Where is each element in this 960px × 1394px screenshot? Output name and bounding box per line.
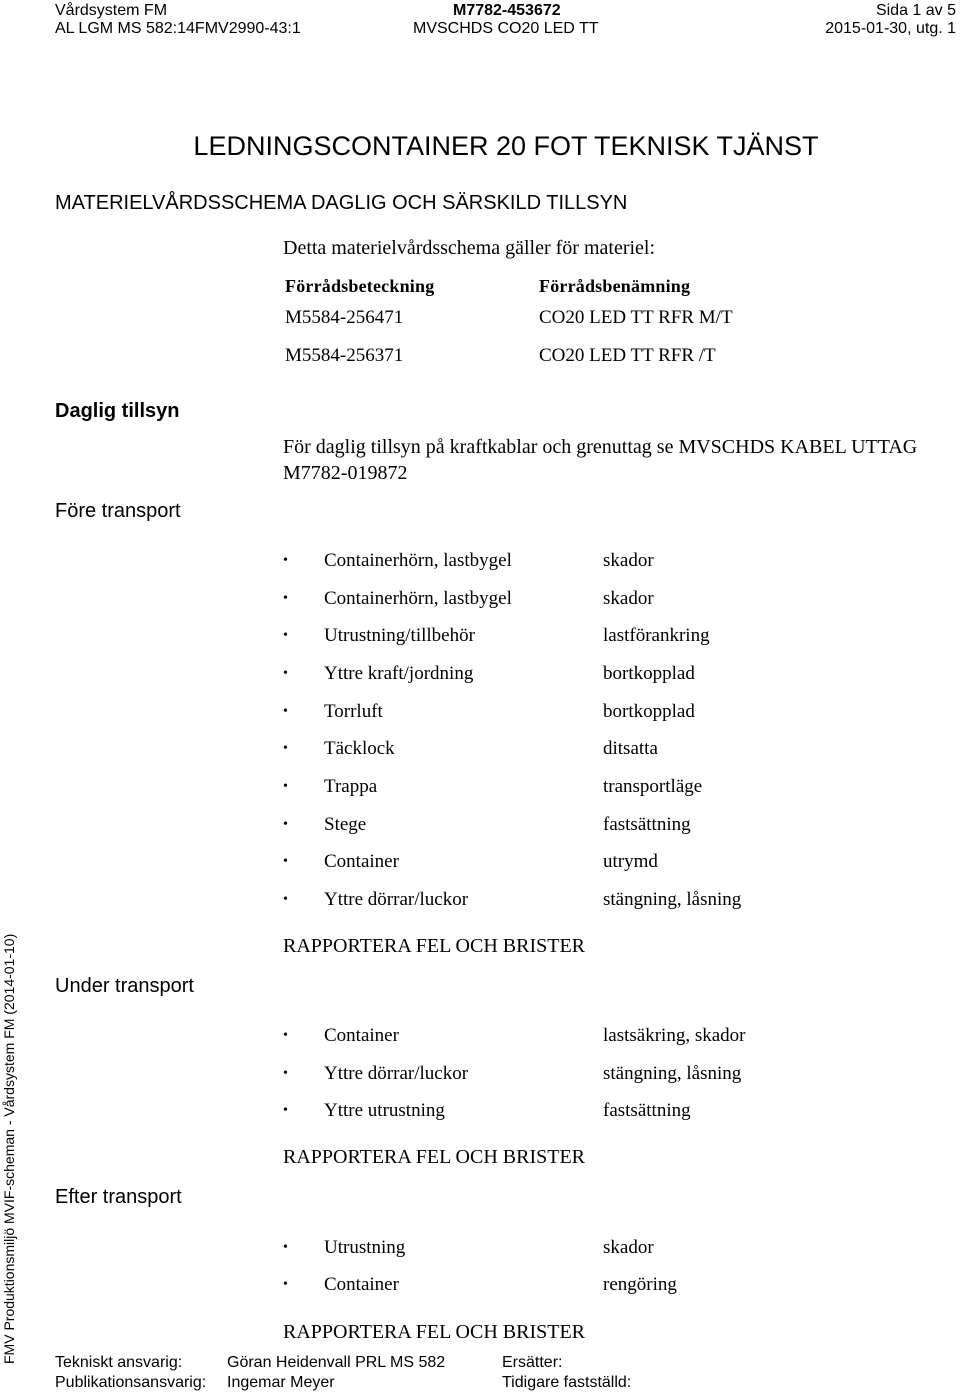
item-status: skador <box>603 550 654 571</box>
item-name: Yttre dörrar/luckor <box>324 889 469 910</box>
item-status: rengöring <box>603 1274 677 1295</box>
list-item <box>283 1236 923 1260</box>
list-item <box>283 587 923 611</box>
list-item <box>283 624 923 648</box>
header-date: 2015-01-30, utg. 1 <box>825 20 956 37</box>
bullet-icon: • <box>283 779 288 794</box>
report-instruction: RAPPORTERA FEL OCH BRISTER <box>283 1321 586 1343</box>
item-status: ditsatta <box>603 738 658 759</box>
bullet-icon: • <box>283 1028 288 1043</box>
daglig-note-line1: För daglig tillsyn på kraftkablar och grenuttag se MVSCHDS KABEL UTTAG <box>283 436 918 458</box>
item-name: Container <box>324 1274 399 1295</box>
bullet-icon: • <box>283 666 288 681</box>
bullet-icon: • <box>283 892 288 907</box>
list-item <box>283 1024 923 1048</box>
applies-text: Detta materielvårdsschema gäller för materiel: <box>283 237 656 259</box>
item-name: Täcklock <box>324 738 395 759</box>
document-title: LEDNINGSCONTAINER 20 FOT TEKNISK TJÄNST <box>193 131 819 161</box>
list-item <box>283 1062 923 1086</box>
list-item <box>283 1273 923 1297</box>
list-item <box>283 549 923 573</box>
footer-replaces-label: Ersätter: <box>502 1354 563 1371</box>
item-name: Containerhörn, lastbygel <box>324 588 512 609</box>
item-status: transportläge <box>603 776 703 797</box>
item-name: Yttre kraft/jordning <box>324 663 474 684</box>
footer-tech-value: Göran Heidenvall PRL MS 582 <box>227 1354 446 1371</box>
item-status: bortkopplad <box>603 701 695 722</box>
item-status: skador <box>603 588 654 609</box>
bullet-icon: • <box>283 1066 288 1081</box>
item-name: Utrustning <box>324 1237 406 1258</box>
item-name: Utrustning/tillbehör <box>324 625 475 646</box>
list-item <box>283 700 923 724</box>
item-status: skador <box>603 1237 654 1258</box>
item-name: Yttre dörrar/luckor <box>324 1063 469 1084</box>
bullet-icon: • <box>283 704 288 719</box>
bullet-icon: • <box>283 1240 288 1255</box>
item-status: stängning, låsning <box>603 889 742 910</box>
col-header-code: Förrådsbeteckning <box>285 276 435 296</box>
item-status: stängning, låsning <box>603 1063 742 1084</box>
bullet-icon: • <box>283 1103 288 1118</box>
bullet-icon: • <box>283 741 288 756</box>
header-reference: AL LGM MS 582:14FMV2990-43:1 <box>55 20 301 37</box>
footer-pub-value: Ingemar Meyer <box>227 1374 335 1391</box>
materiel-name: CO20 LED TT RFR /T <box>539 345 716 366</box>
item-name: Torrluft <box>324 701 383 722</box>
item-status: lastförankring <box>603 625 710 646</box>
item-status: fastsättning <box>603 1100 691 1121</box>
bullet-icon: • <box>283 854 288 869</box>
daglig-note-line2: M7782-019872 <box>283 462 408 484</box>
item-name: Container <box>324 851 399 872</box>
bullet-icon: • <box>283 591 288 606</box>
list-item <box>283 813 923 837</box>
item-status: fastsättning <box>603 814 691 835</box>
side-production-text: FMV Produktionsmiljö MVIF-scheman - Vårdsystem FM (2014-01-10) <box>1 933 17 1364</box>
header-doc-number: M7782-453672 <box>453 2 561 19</box>
list-item <box>283 888 923 912</box>
item-status: lastsäkring, skador <box>603 1025 746 1046</box>
report-instruction: RAPPORTERA FEL OCH BRISTER <box>283 1146 586 1168</box>
footer-tech-label: Tekniskt ansvarig: <box>55 1354 183 1371</box>
header-system: Vårdsystem FM <box>55 2 168 19</box>
col-header-name: Förrådsbenämning <box>539 276 691 296</box>
section-label-under: Under transport <box>55 975 194 997</box>
item-status: bortkopplad <box>603 663 695 684</box>
list-item <box>283 850 923 874</box>
header-doc-name: MVSCHDS CO20 LED TT <box>413 20 599 37</box>
section-label-efter: Efter transport <box>55 1186 182 1208</box>
list-item <box>283 662 923 686</box>
bullet-icon: • <box>283 553 288 568</box>
section-heading-daglig: Daglig tillsyn <box>55 400 180 422</box>
list-item <box>283 1099 923 1123</box>
header-page: Sida 1 av 5 <box>875 2 956 19</box>
materiel-code: M5584-256471 <box>285 307 404 328</box>
bullet-icon: • <box>283 817 288 832</box>
section-label-fore: Före transport <box>55 500 181 522</box>
item-name: Container <box>324 1025 399 1046</box>
item-name: Containerhörn, lastbygel <box>324 550 512 571</box>
list-item <box>283 737 923 761</box>
item-status: utrymd <box>603 851 658 872</box>
item-name: Yttre utrustning <box>324 1100 445 1121</box>
report-instruction: RAPPORTERA FEL OCH BRISTER <box>283 935 586 957</box>
materiel-code: M5584-256371 <box>285 345 404 366</box>
footer-pub-label: Publikationsansvarig: <box>55 1374 207 1391</box>
document-subtitle: MATERIELVÅRDSSCHEMA DAGLIG OCH SÄRSKILD TILLSYN <box>55 192 628 214</box>
list-item <box>283 775 923 799</box>
footer-prev-label: Tidigare fastställd: <box>502 1374 632 1391</box>
item-name: Stege <box>324 814 367 835</box>
item-name: Trappa <box>324 776 378 797</box>
bullet-icon: • <box>283 1277 288 1292</box>
materiel-name: CO20 LED TT RFR M/T <box>539 307 733 328</box>
bullet-icon: • <box>283 628 288 643</box>
